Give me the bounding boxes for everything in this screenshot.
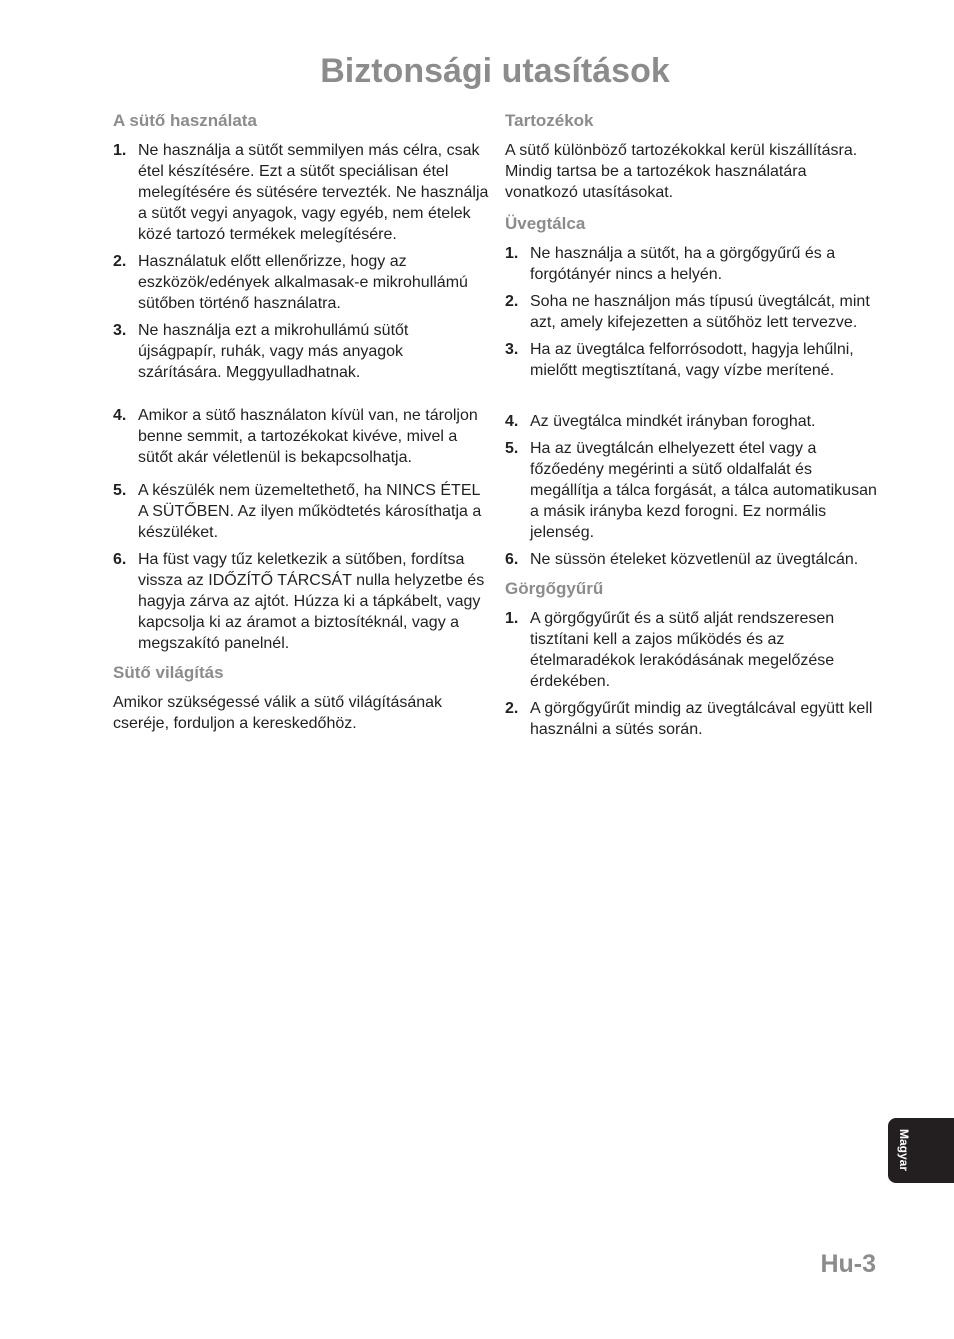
list-item-number: 6. [113, 551, 127, 568]
list-item [505, 549, 883, 570]
list-item [505, 438, 883, 543]
list-item-text: Az üvegtálca mindkét irányban foroghat. [530, 413, 816, 430]
list-item-number: 2. [505, 700, 519, 717]
list-item-text: A görgőgyűrűt és a sütő alját rendszeresen tisztítani kell a zajos működés és az ételmaradékok lerakódásának megelőzése érdekében. [530, 610, 835, 690]
page-number: Hu-3 [820, 1250, 876, 1278]
list-item [113, 549, 491, 654]
section-heading-roller-ring: Görgőgyűrű [505, 579, 604, 598]
list-item-number: 2. [113, 253, 127, 270]
list-item-text: A készülék nem üzemeltethető, ha NINCS ÉTEL A SÜTŐBEN. Az ilyen működtetés károsíthatja a készüléket. [138, 482, 482, 541]
list-item-text: Ne süssön ételeket közvetlenül az üvegtálcán. [530, 551, 859, 568]
section-heading-oven-use: A sütő használata [113, 111, 257, 130]
list-item-number: 1. [505, 610, 519, 627]
list-item-text: A görgőgyűrűt mindig az üvegtálcával együtt kell használni a sütés során. [530, 700, 873, 738]
page-title: Biztonsági utasítások [320, 52, 670, 90]
section-heading-accessories: Tartozékok [505, 111, 594, 130]
list-item-text: Ha füst vagy tűz keletkezik a sütőben, fordítsa vissza az IDŐZÍTŐ TÁRCSÁT nulla helyzetbe és hagyja zárva az ajtót. Húzza ki a tápkábelt, vagy kapcsolja ki az áramot a biztosítéknál, vagy a megszakító panelnél. [138, 551, 485, 652]
list-item-number: 5. [113, 482, 127, 499]
list-item-number: 1. [113, 142, 127, 159]
glass-tray-list [505, 243, 883, 570]
list-item [113, 405, 491, 468]
list-item-text: Ha az üvegtálcán elhelyezett étel vagy a főzőedény megérinti a sütő oldalfalát és megállítja a tálca forgását, a tálca automatikusan a másik irányba kezd forogni. Ez normális jelenség. [530, 440, 877, 541]
list-item-text: Amikor a sütő használaton kívül van, ne tároljon benne semmit, a tartozékokat kivéve, mivel a sütőt akár véletlenül is bekapcsolhatja. [138, 407, 478, 466]
section-heading-glass-tray: Üvegtálca [505, 214, 586, 233]
list-item [113, 320, 491, 383]
list-item [505, 698, 883, 740]
list-item [505, 243, 883, 285]
list-item [113, 251, 491, 314]
oven-use-list [113, 140, 491, 654]
oven-light-text: Amikor szükségessé válik a sütő világításának cseréje, forduljon a kereskedőhöz. [113, 694, 443, 732]
list-item-text: Használatuk előtt ellenőrizze, hogy az eszközök/edények alkalmasak-e mikrohullámú sütőben történő használatra. [138, 253, 468, 312]
language-tab [888, 1118, 954, 1183]
list-item [113, 480, 491, 543]
list-item-text: Ne használja a sütőt, ha a görgőgyűrű és a forgótányér nincs a helyén. [530, 245, 836, 283]
list-item-text: Soha ne használjon más típusú üvegtálcát, mint azt, amely kifejezetten a sütőhöz lett tervezve. [530, 293, 870, 331]
roller-ring-list [505, 608, 883, 740]
list-item-number: 3. [505, 341, 519, 358]
list-item [505, 608, 883, 692]
list-item-text: Ne használja ezt a mikrohullámú sütőt újságpapír, ruhák, vagy más anyagok szárítására. Meggyulladhatnak. [138, 322, 409, 381]
list-item [505, 411, 883, 432]
section-heading-oven-light: Sütő világítás [113, 663, 224, 682]
list-item [505, 291, 883, 333]
list-item [505, 339, 883, 381]
list-item-number: 4. [505, 413, 519, 430]
list-item-number: 3. [113, 322, 127, 339]
list-item-number: 5. [505, 440, 519, 457]
list-item-number: 6. [505, 551, 519, 568]
list-item-number: 4. [113, 407, 127, 424]
list-item-number: 1. [505, 245, 519, 262]
left-column [113, 110, 491, 744]
accessories-text: A sütő különböző tartozékokkal kerül kiszállításra. Mindig tartsa be a tartozékok használatára vonatkozó utasításokat. [505, 142, 858, 201]
right-column [505, 110, 883, 746]
list-item-text: Ne használja a sütőt semmilyen más célra, csak étel készítésére. Ezt a sütőt speciálisan étel melegítésére és sütésére tervezték. Ne használja a sütőt vegyi anyagok, vagy egyéb, nem ételek közé tartozó termékek melegítésére. [138, 142, 489, 243]
list-item-number: 2. [505, 293, 519, 310]
language-tab-label: Magyar [897, 1128, 911, 1172]
list-item-text: Ha az üvegtálca felforrósodott, hagyja lehűlni, mielőtt megtisztítaná, vagy vízbe merítené. [530, 341, 854, 379]
list-item [113, 140, 491, 245]
